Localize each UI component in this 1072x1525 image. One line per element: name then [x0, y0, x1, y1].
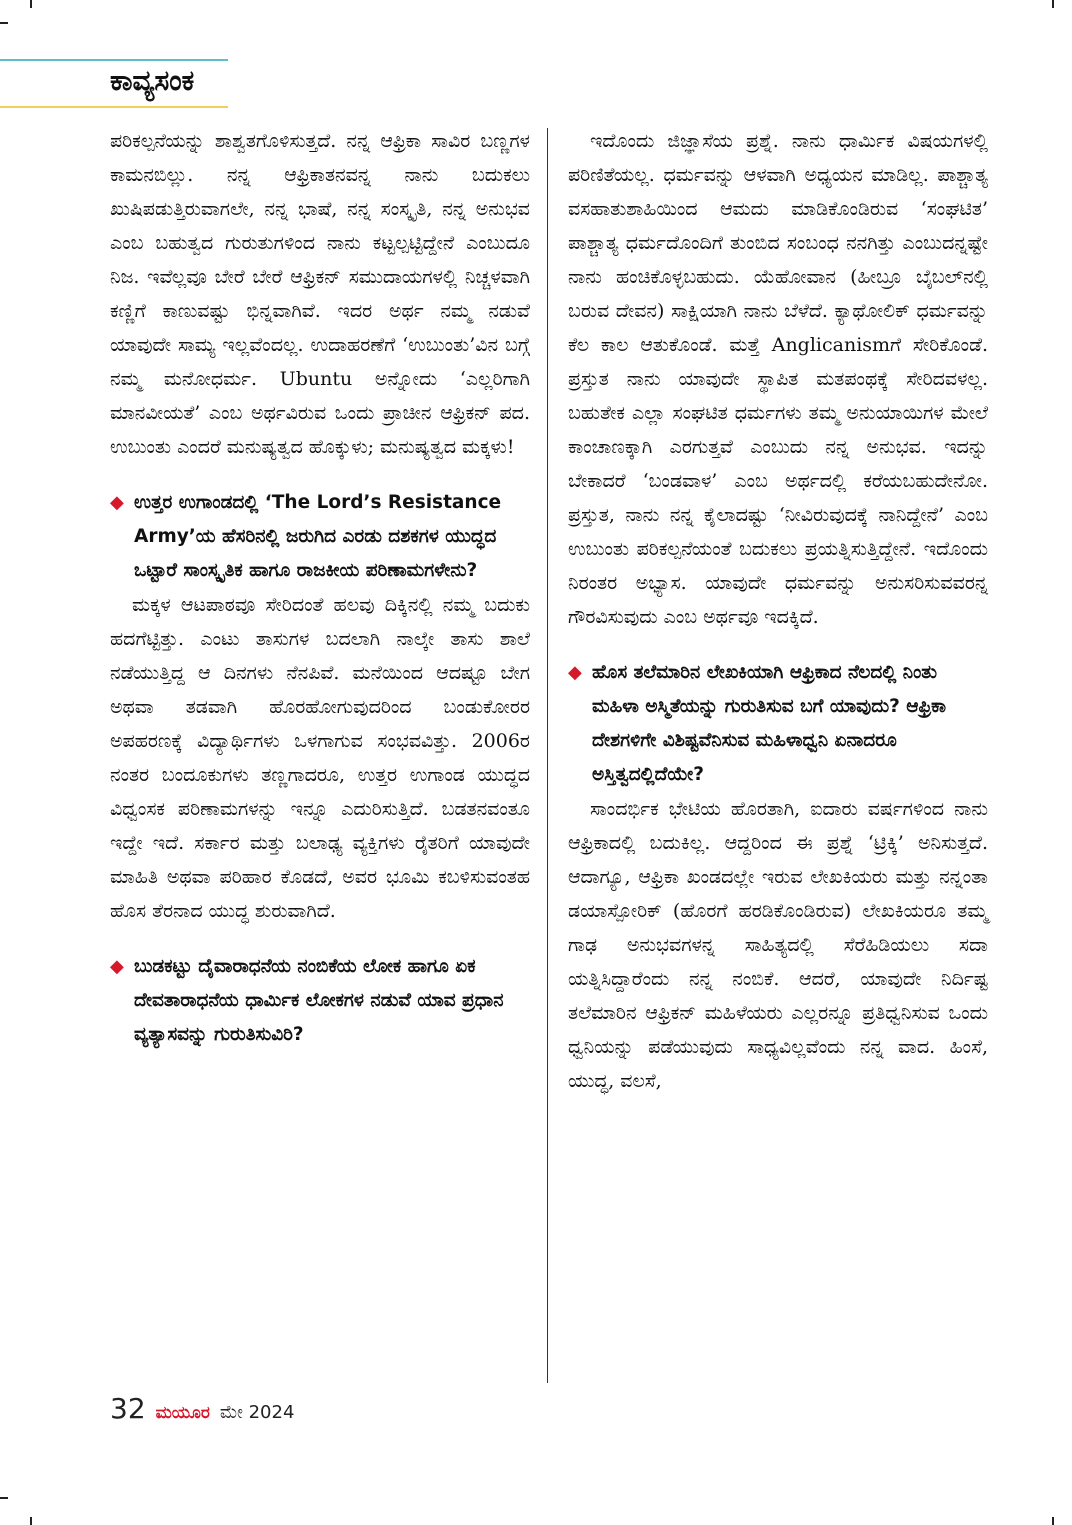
crop-mark	[1052, 1517, 1054, 1525]
diamond-bullet-icon: ◆	[568, 662, 582, 683]
question-2	[110, 950, 530, 1052]
question-2-text: ಬುಡಕಟ್ಟು ದೈವಾರಾಧನೆಯ ನಂಬಿಕೆಯ ಲೋಕ ಹಾಗೂ ಏಕ ದೇವತಾರಾಧನೆಯ ಧಾರ್ಮಿಕ ಲೋಕಗಳ ನಡುವೆ ಯಾವ ಪ್ರಧಾನ ವ್ಯತ್ಯಾಸವನ್ನು ಗುರುತಿಸುವಿರಿ?	[134, 956, 504, 1045]
crop-mark	[0, 22, 8, 24]
diamond-bullet-icon: ◆	[110, 956, 124, 977]
crop-mark	[30, 0, 32, 8]
page-footer	[110, 1392, 294, 1426]
section-rule-top	[0, 59, 228, 61]
magazine-logo: ಮಯೂರ	[155, 1403, 210, 1423]
crop-mark	[0, 1497, 8, 1499]
left-paragraph-1: ಪರಿಕಲ್ಪನೆಯನ್ನು ಶಾಶ್ವತಗೊಳಿಸುತ್ತದೆ. ನನ್ನ ಆಫ್ರಿಕಾ ಸಾವಿರ ಬಣ್ಣಗಳ ಕಾಮನಬಿಲ್ಲು. ನನ್ನ ಆಫ್ರಿಕಾತನವನ್ನ ನಾನು ಬದುಕಲು ಖುಷಿಪಡುತ್ತಿರುವಾಗಲೇ, ನನ್ನ ಭಾಷೆ, ನನ್ನ ಸಂಸ್ಕೃತಿ, ನನ್ನ ಅನುಭವ ಎಂಬ ಬಹುತ್ವದ ಗುರುತುಗಳಿಂದ ನಾನು ಕಟ್ಟಲ್ಪಟ್ಟಿದ್ದೇನೆ ಎಂಬುದೂ ನಿಜ. ಇವೆಲ್ಲವೂ ಬೇರೆ ಬೇರೆ ಆಫ್ರಿಕನ್ ಸಮುದಾಯಗಳಲ್ಲಿ ನಿಚ್ಚಳವಾಗಿ ಕಣ್ಣಿಗೆ ಕಾಣುವಷ್ಟು ಭಿನ್ನವಾಗಿವೆ. ಇದರ ಅರ್ಥ ನಮ್ಮ ನಡುವೆ ಯಾವುದೇ ಸಾಮ್ಯ ಇಲ್ಲವೆಂದಲ್ಲ. ಉದಾಹರಣೆಗೆ ‘ಉಬುಂತು’ವಿನ ಬಗ್ಗೆ ನಮ್ಮ ಮನೋಧರ್ಮ. Ubuntu ಅನ್ನೋದು ‘ಎಲ್ಲರಿಗಾಗಿ ಮಾನವೀಯತೆ’ ಎಂಬ ಅರ್ಥವಿರುವ ಒಂದು ಪ್ರಾಚೀನ ಆಫ್ರಿಕನ್ ಪದ. ಉಬುಂತು ಎಂದರೆ ಮನುಷ್ಯತ್ವದ ಹೊಕ್ಕುಳು; ಮನುಷ್ಯತ್ವದ ಮಕ್ಕಳು!	[110, 130, 530, 458]
crop-mark	[30, 1517, 32, 1525]
question-1-text: ಉತ್ತರ ಉಗಾಂಡದಲ್ಲಿ ‘The Lord’s Resistance Army’ಯ ಹೆಸರಿನಲ್ಲಿ ಜರುಗಿದ ಎರಡು ದಶಕಗಳ ಯುದ್ಧದ ಒಟ್ಟಾರೆ ಸಾಂಸ್ಕೃತಿಕ ಹಾಗೂ ರಾಜಕೀಯ ಪರಿಣಾಮಗಳೇನು?	[134, 492, 502, 581]
section-title: ಕಾವ್ಯಸಂಕ	[110, 64, 195, 97]
section-rule-bottom	[0, 106, 228, 108]
right-column	[568, 124, 988, 1098]
left-column	[110, 124, 530, 1052]
right-paragraph-2: ಸಾಂದರ್ಭಿಕ ಭೇಟಿಯ ಹೊರತಾಗಿ, ಐದಾರು ವರ್ಷಗಳಿಂದ ನಾನು ಆಫ್ರಿಕಾದಲ್ಲಿ ಬದುಕಿಲ್ಲ. ಆದ್ದರಿಂದ ಈ ಪ್ರಶ್ನೆ ‘ಟ್ರಿಕ್ಕಿ’ ಅನಿಸುತ್ತದೆ. ಆದಾಗ್ಯೂ, ಆಫ್ರಿಕಾ ಖಂಡದಲ್ಲೇ ಇರುವ ಲೇಖಕಿಯರು ಮತ್ತು ನನ್ನಂತಾ ಡಯಾಸ್ಪೋರಿಕ್ (ಹೊರಗೆ ಹರಡಿಕೊಂಡಿರುವ) ಲೇಖಕಿಯರೂ ತಮ್ಮ ಗಾಢ ಅನುಭವಗಳನ್ನ ಸಾಹಿತ್ಯದಲ್ಲಿ ಸೆರೆಹಿಡಿಯಲು ಸದಾ ಯತ್ನಿಸಿದ್ದಾರೆಂದು ನನ್ನ ನಂಬಿಕೆ. ಆದರೆ, ಯಾವುದೇ ನಿರ್ದಿಷ್ಟ ತಲೆಮಾರಿನ ಆಫ್ರಿಕನ್ ಮಹಿಳೆಯರು ಎಲ್ಲರನ್ನೂ ಪ್ರತಿಧ್ವನಿಸುವ ಒಂದು ಧ್ವನಿಯನ್ನು ಪಡೆಯುವುದು ಸಾಧ್ಯವಿಲ್ಲವೆಂದು ನನ್ನ ವಾದ. ಹಿಂಸೆ, ಯುದ್ಧ, ವಲಸೆ,	[568, 798, 988, 1092]
page-number: 32	[110, 1392, 146, 1425]
question-1	[110, 486, 530, 588]
question-3	[568, 656, 988, 792]
issue-date: ಮೇ 2024	[219, 1402, 295, 1423]
left-paragraph-2: ಮಕ್ಕಳ ಆಟಪಾಠವೂ ಸೇರಿದಂತೆ ಹಲವು ದಿಕ್ಕಿನಲ್ಲಿ ನಮ್ಮ ಬದುಕು ಹದಗೆಟ್ಟಿತ್ತು. ಎಂಟು ತಾಸುಗಳ ಬದಲಾಗಿ ನಾಲ್ಕೇ ತಾಸು ಶಾಲೆ ನಡೆಯುತ್ತಿದ್ದ ಆ ದಿನಗಳು ನೆನಪಿವೆ. ಮನೆಯಿಂದ ಆದಷ್ಟೂ ಬೇಗ ಅಥವಾ ತಡವಾಗಿ ಹೊರಹೋಗುವುದರಿಂದ ಬಂಡುಕೋರರ ಅಪಹರಣಕ್ಕೆ ವಿದ್ಯಾರ್ಥಿಗಳು ಒಳಗಾಗುವ ಸಂಭವವಿತ್ತು. 2006ರ ನಂತರ ಬಂದೂಕುಗಳು ತಣ್ಣಗಾದರೂ, ಉತ್ತರ ಉಗಾಂಡ ಯುದ್ಧದ ವಿಧ್ವಂಸಕ ಪರಿಣಾಮಗಳನ್ನು ಇನ್ನೂ ಎದುರಿಸುತ್ತಿದೆ. ಬಡತನವಂತೂ ಇದ್ದೇ ಇದೆ. ಸರ್ಕಾರ ಮತ್ತು ಬಲಾಢ್ಯ ವ್ಯಕ್ತಿಗಳು ರೈತರಿಗೆ ಯಾವುದೇ ಮಾಹಿತಿ ಅಥವಾ ಪರಿಹಾರ ಕೊಡದೆ, ಅವರ ಭೂಮಿ ಕಬಳಿಸುವಂತಹ ಹೊಸ ತೆರನಾದ ಯುದ್ಧ ಶುರುವಾಗಿದೆ.	[110, 594, 530, 922]
question-3-text: ಹೊಸ ತಲೆಮಾರಿನ ಲೇಖಕಿಯಾಗಿ ಆಫ್ರಿಕಾದ ನೆಲದಲ್ಲಿ ನಿಂತು ಮಹಿಳಾ ಅಸ್ಮಿತೆಯನ್ನು ಗುರುತಿಸುವ ಬಗೆ ಯಾವುದು? ಆಫ್ರಿಕಾ ದೇಶಗಳಿಗೇ ವಿಶಿಷ್ಟವೆನಿಸುವ ಮಹಿಳಾಧ್ವನಿ ಏನಾದರೂ ಅಸ್ತಿತ್ವದಲ್ಲಿದೆಯೇ?	[592, 662, 946, 785]
diamond-bullet-icon: ◆	[110, 492, 124, 513]
right-paragraph-1: ಇದೊಂದು ಜಿಜ್ಞಾಸೆಯ ಪ್ರಶ್ನೆ. ನಾನು ಧಾರ್ಮಿಕ ವಿಷಯಗಳಲ್ಲಿ ಪರಿಣಿತೆಯಲ್ಲ. ಧರ್ಮವನ್ನು ಆಳವಾಗಿ ಅಧ್ಯಯನ ಮಾಡಿಲ್ಲ. ಪಾಶ್ಚಾತ್ಯ ವಸಹಾತುಶಾಹಿಯಿಂದ ಆಮದು ಮಾಡಿಕೊಂಡಿರುವ ‘ಸಂಘಟಿತ’ ಪಾಶ್ಚಾತ್ಯ ಧರ್ಮದೊಂದಿಗೆ ತುಂಬಿದ ಸಂಬಂಧ ನನಗಿತ್ತು ಎಂಬುದನ್ನಷ್ಟೇ ನಾನು ಹಂಚಿಕೊಳ್ಳಬಹುದು. ಯೆಹೋವಾನ (ಹೀಬ್ರೂ ಬೈಬಲ್‌ನಲ್ಲಿ ಬರುವ ದೇವನ) ಸಾಕ್ಷಿಯಾಗಿ ನಾನು ಬೆಳೆದೆ. ಕ್ಯಾಥೋಲಿಕ್ ಧರ್ಮವನ್ನು ಕೆಲ ಕಾಲ ಆತುಕೊಂಡೆ. ಮತ್ತೆ Anglicanismಗೆ ಸೇರಿಕೊಂಡೆ. ಪ್ರಸ್ತುತ ನಾನು ಯಾವುದೇ ಸ್ಥಾಪಿತ ಮತಪಂಥಕ್ಕೆ ಸೇರಿದವಳಲ್ಲ. ಬಹುತೇಕ ಎಲ್ಲಾ ಸಂಘಟಿತ ಧರ್ಮಗಳು ತಮ್ಮ ಅನುಯಾಯಿಗಳ ಮೇಲೆ ಕಾಂಚಾಣಕ್ಕಾಗಿ ಎರಗುತ್ತವೆ ಎಂಬುದು ನನ್ನ ಅನುಭವ. ಇದನ್ನು ಬೇಕಾದರೆ ‘ಬಂಡವಾಳ’ ಎಂಬ ಅರ್ಥದಲ್ಲಿ ಕರೆಯಬಹುದೇನೋ. ಪ್ರಸ್ತುತ, ನಾನು ನನ್ನ ಕೈಲಾದಷ್ಟು ‘ನೀವಿರುವುದಕ್ಕೆ ನಾನಿದ್ದೇನೆ’ ಎಂಬ ಉಬುಂತು ಪರಿಕಲ್ಪನೆಯಂತೆ ಬದುಕಲು ಪ್ರಯತ್ನಿಸುತ್ತಿದ್ದೇನೆ. ಇದೊಂದು ನಿರಂತರ ಅಭ್ಯಾಸ. ಯಾವುದೇ ಧರ್ಮವನ್ನು ಅನುಸರಿಸುವವರನ್ನ ಗೌರವಿಸುವುದು ಎಂಬ ಅರ್ಥವೂ ಇದಕ್ಕಿದೆ.	[568, 130, 988, 628]
crop-mark	[1052, 0, 1054, 8]
column-divider	[547, 128, 548, 1383]
